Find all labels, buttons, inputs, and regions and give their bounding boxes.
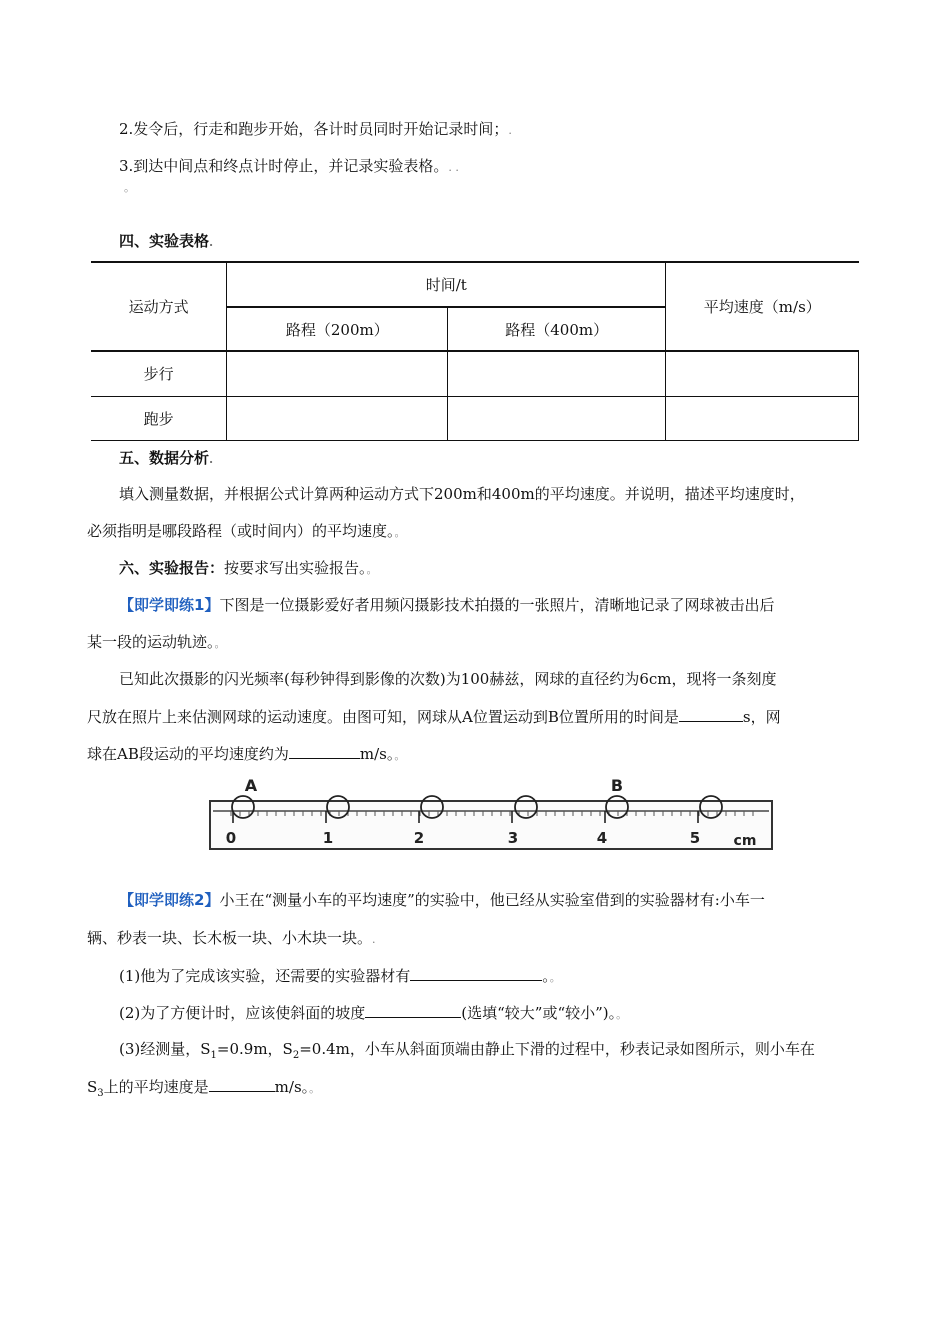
exercise-1-line-3: 已知此次摄影的闪光频率(每秒钟得到影像的次数)为100赫兹，网球的直径约为6cm，现将一条刻度	[119, 670, 777, 688]
answer-blank-s3-speed[interactable]	[209, 1076, 275, 1092]
exercise-1-line-1: 【即学即练1】下图是一位摄影爱好者用频闪摄影技术拍摄的一张照片，清晰地记录了网球被击出后	[119, 596, 775, 614]
answer-blank-slope[interactable]	[365, 1002, 461, 1018]
ruler-tick-label: 1	[322, 829, 334, 847]
section-5-title: 五、数据分析.	[119, 449, 214, 467]
answer-blank-time[interactable]	[679, 706, 743, 722]
ruler-tick-label: 4	[596, 829, 608, 847]
exercise-1-line-5: 球在AB段运动的平均速度约为 m/s。。	[87, 745, 406, 763]
exercise-2-question-3: (3)经测量，$S_1=0.9m$，$S_2=0.4m$，小车从斜面顶端由静止下滑的过程中，秒表记录如图所示，则小车在	[119, 1040, 815, 1061]
ruler-unit-label: cm	[733, 833, 757, 849]
table-cell[interactable]	[666, 396, 859, 440]
table-cell[interactable]	[227, 351, 448, 396]
section-6-title: 六、实验报告：	[119, 559, 225, 577]
exercise-1-line-4: 尺放在照片上来估测网球的运动速度。由图可知，网球从A位置运动到B位置所用的时间是 s，网	[87, 708, 781, 726]
ruler-label-b: B	[610, 776, 624, 795]
paragraph-mark: 。	[124, 181, 135, 194]
table-cell[interactable]	[666, 351, 859, 396]
procedure-step-2: 2.发令后，行走和跑步开始，各计时员同时开始记录时间；.	[119, 120, 512, 138]
table-cell[interactable]	[448, 396, 666, 440]
ruler-tick-label: 3	[507, 829, 519, 847]
ruler-tick-label: 0	[225, 829, 237, 847]
header-route-200: 路程（200m）	[227, 307, 448, 351]
header-route-400: 路程（400m）	[448, 307, 666, 351]
row-label-walk: 步行	[91, 351, 227, 396]
table-cell[interactable]	[227, 396, 448, 440]
ruler-tick-label: 5	[689, 829, 701, 847]
ruler-tick-label: 2	[413, 829, 425, 847]
exercise-2-line-1: 【即学即练2】小王在“测量小车的平均速度”的实验中，他已经从实验室借到的实验器材有:小车一	[119, 891, 765, 909]
exercise-2-question-2: (2)为了方便计时，应该使斜面的坡度 (选填“较大”或“较小”)。。	[119, 1004, 628, 1022]
header-mode: 运动方式	[91, 262, 227, 351]
exercise-2-question-3-cont: $S_3$上的平均速度是 m/s。。	[87, 1078, 321, 1099]
answer-blank-equipment[interactable]	[410, 965, 542, 981]
header-speed: 平均速度（m/s）	[666, 262, 859, 351]
section-4-title: 四、实验表格.	[119, 232, 214, 250]
procedure-step-3: 3.到达中间点和终点计时停止，并记录实验表格。. .	[119, 157, 459, 175]
exercise-1-tag: 【即学即练1】	[119, 596, 220, 614]
ruler-label-a: A	[244, 776, 258, 795]
exercise-2-tag: 【即学即练2】	[119, 891, 220, 909]
ruler-photo-figure	[205, 773, 777, 855]
table-cell[interactable]	[448, 351, 666, 396]
section-6: 六、实验报告：按要求写出实验报告。。	[119, 559, 378, 577]
section-5-text-1: 填入测量数据，并根据公式计算两种运动方式下200m和400m的平均速度。并说明，描述平均速度时，	[119, 485, 805, 503]
exercise-2-line-2: 辆、秒表一块、长木板一块、小木块一块。.	[87, 929, 376, 947]
answer-blank-speed[interactable]	[289, 743, 360, 759]
table-row	[91, 351, 859, 396]
table-row	[91, 396, 859, 440]
section-5-text-2: 必须指明是哪段路程（或时间内）的平均速度。。	[87, 522, 406, 540]
row-label-run: 跑步	[91, 396, 227, 440]
experiment-table	[91, 261, 859, 441]
section-6-text: 按要求写出实验报告。	[224, 559, 367, 577]
header-time: 时间/t	[227, 262, 666, 307]
exercise-1-line-2: 某一段的运动轨迹。。	[87, 633, 226, 651]
exercise-2-question-1: (1)他为了完成该实验，还需要的实验器材有 。。	[119, 967, 561, 985]
